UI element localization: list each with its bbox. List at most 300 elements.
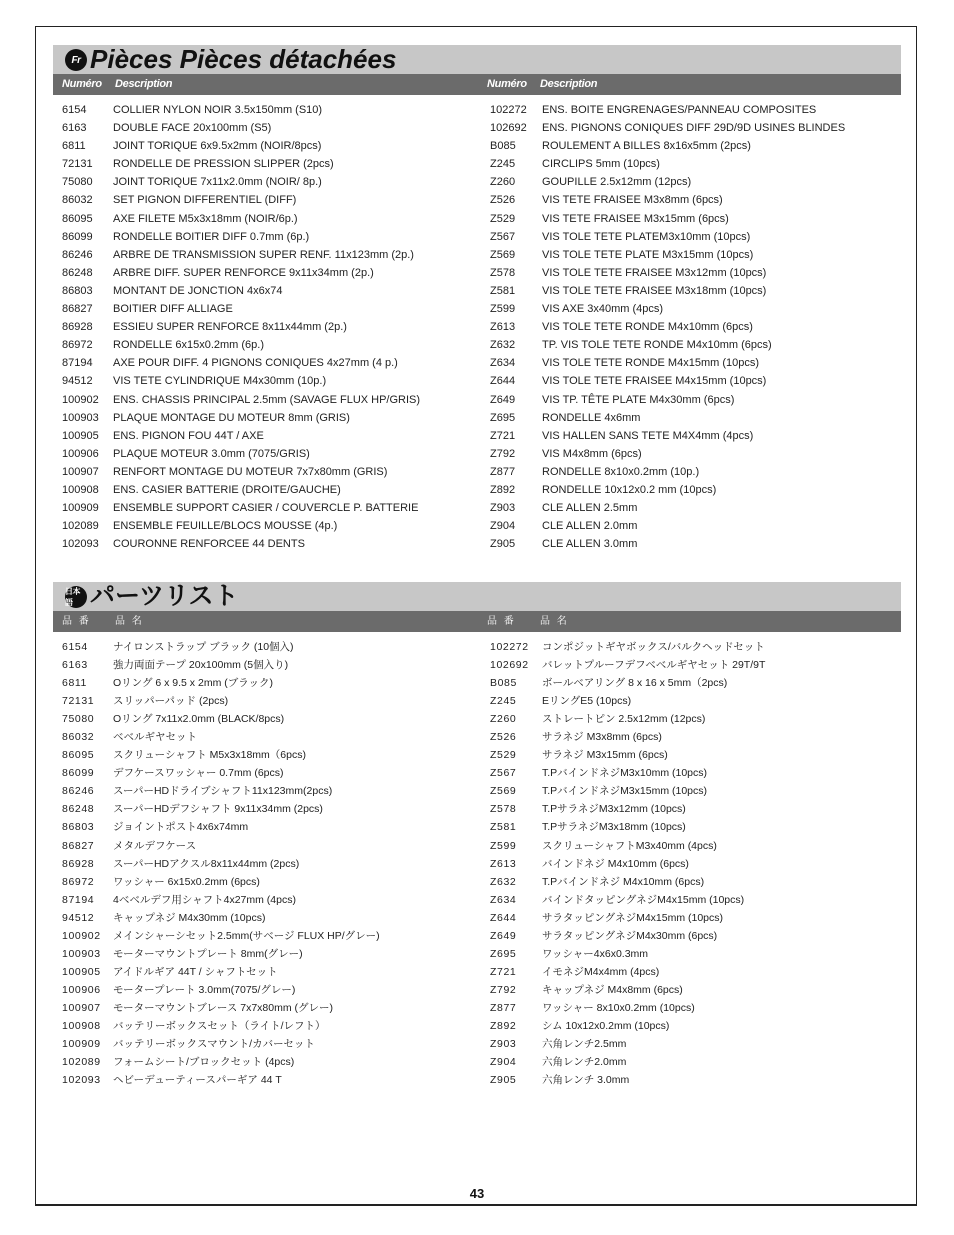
part-number: Z581 bbox=[490, 821, 517, 834]
part-description: スーパーHDドライブシャフト11x123mm(2pcs) bbox=[113, 785, 333, 798]
table-row bbox=[53, 155, 473, 173]
table-row bbox=[53, 137, 473, 155]
part-description: VIS HALLEN SANS TETE M4X4mm (4pcs) bbox=[542, 429, 754, 442]
japanese-language-badge: 日本語 bbox=[65, 586, 87, 608]
part-description: COURONNE RENFORCEE 44 DENTS bbox=[113, 538, 305, 551]
part-number: 102272 bbox=[490, 641, 529, 653]
part-description: COLLIER NYLON NOIR 3.5x150mm (S10) bbox=[113, 104, 323, 116]
table-row bbox=[53, 656, 473, 674]
table-row bbox=[53, 445, 473, 463]
part-number: 100909 bbox=[62, 1038, 101, 1051]
part-description: CLE ALLEN 2.5mm bbox=[542, 502, 638, 515]
table-row bbox=[53, 963, 473, 981]
part-number: Z526 bbox=[490, 731, 517, 744]
table-row bbox=[53, 300, 473, 318]
part-description: VIS TETE FRAISEE M3x15mm (6pcs) bbox=[542, 212, 729, 225]
part-number: 102692 bbox=[490, 122, 527, 135]
part-description: アイドルギア 44T / シャフトセット bbox=[113, 965, 278, 978]
part-description: GOUPILLE 2.5x12mm (12pcs) bbox=[542, 176, 692, 189]
part-number: Z581 bbox=[490, 284, 516, 297]
table-row bbox=[481, 264, 901, 282]
part-description: 六角レンチ2.0mm bbox=[542, 1056, 627, 1069]
part-description: キャップネジ M4x8mm (6pcs) bbox=[542, 983, 683, 996]
part-description: ENS. BOITE ENGRENAGES/PANNEAU COMPOSITES bbox=[542, 104, 817, 116]
japanese-title-bar bbox=[53, 582, 901, 611]
part-number: Z903 bbox=[490, 502, 516, 515]
table-row bbox=[53, 1071, 473, 1089]
french-parts-left-column bbox=[53, 101, 473, 553]
table-row bbox=[53, 246, 473, 264]
table-row bbox=[481, 837, 901, 855]
table-row bbox=[53, 427, 473, 445]
table-row bbox=[53, 728, 473, 746]
part-number: 6811 bbox=[62, 140, 86, 153]
part-description: CIRCLIPS 5mm (10pcs) bbox=[542, 158, 660, 171]
part-number: 75080 bbox=[62, 713, 95, 726]
part-number: 86928 bbox=[62, 857, 95, 870]
part-number: 87194 bbox=[62, 357, 93, 370]
table-row bbox=[53, 499, 473, 517]
part-number: 86095 bbox=[62, 749, 95, 762]
part-description: EリングE5 (10pcs) bbox=[542, 695, 632, 708]
table-row bbox=[53, 354, 473, 372]
part-number: 100903 bbox=[62, 411, 99, 424]
part-description: JOINT TORIQUE 6x9.5x2mm (NOIR/8pcs) bbox=[113, 140, 322, 153]
part-number: 100907 bbox=[62, 1001, 101, 1014]
part-number: Z260 bbox=[490, 176, 516, 189]
part-number: Z632 bbox=[490, 339, 516, 352]
part-number: 100903 bbox=[62, 947, 101, 960]
table-row bbox=[53, 282, 473, 300]
part-description: ナイロンストラップ ブラック (10個入) bbox=[113, 641, 294, 653]
part-number: 86246 bbox=[62, 785, 95, 798]
table-row bbox=[481, 800, 901, 818]
part-number: 86248 bbox=[62, 803, 95, 816]
french-header-num-right: Numéro bbox=[487, 78, 527, 90]
part-description: ワッシャー 8x10x0.2mm (10pcs) bbox=[542, 1001, 695, 1014]
table-row bbox=[481, 445, 901, 463]
part-description: VIS TP. TÊTE PLATE M4x30mm (6pcs) bbox=[542, 393, 735, 406]
part-description: サラネジ M3x15mm (6pcs) bbox=[542, 749, 668, 762]
part-number: Z634 bbox=[490, 893, 517, 906]
part-number: 87194 bbox=[62, 893, 95, 906]
table-row bbox=[53, 873, 473, 891]
part-description: バレットプルーフデフベベルギヤセット 29T/9T bbox=[542, 659, 766, 672]
part-description: スクリューシャフトM3x40mm (4pcs) bbox=[542, 839, 717, 852]
table-row bbox=[53, 927, 473, 945]
part-description: バインドネジ M4x10mm (6pcs) bbox=[542, 857, 689, 870]
part-number: 6154 bbox=[62, 641, 88, 653]
french-parts-right-column bbox=[481, 101, 901, 553]
part-description: MONTANT DE JONCTION 4x6x74 bbox=[113, 284, 283, 297]
table-row bbox=[481, 481, 901, 499]
part-description: T.PバインドネジM3x10mm (10pcs) bbox=[542, 767, 708, 780]
table-row bbox=[53, 981, 473, 999]
table-row bbox=[53, 318, 473, 336]
page-number: 43 bbox=[469, 1186, 485, 1201]
table-row bbox=[53, 746, 473, 764]
part-number: 86803 bbox=[62, 821, 95, 834]
table-row bbox=[481, 674, 901, 692]
part-number: 100905 bbox=[62, 429, 99, 442]
french-header-desc-left: Description bbox=[115, 78, 173, 90]
part-number: Z567 bbox=[490, 230, 516, 243]
part-description: メタルデフケース bbox=[113, 839, 197, 852]
part-number: 86099 bbox=[62, 767, 95, 780]
table-row bbox=[53, 336, 473, 354]
table-row bbox=[481, 282, 901, 300]
part-description: イモネジM4x4mm (4pcs) bbox=[542, 965, 660, 978]
part-number: 86032 bbox=[62, 731, 95, 744]
part-number: Z877 bbox=[490, 465, 516, 478]
part-number: Z260 bbox=[490, 713, 517, 726]
table-row bbox=[481, 173, 901, 191]
table-row bbox=[481, 318, 901, 336]
part-description: T.PサラネジM3x12mm (10pcs) bbox=[542, 803, 686, 816]
table-row bbox=[481, 692, 901, 710]
part-description: スーパーHDアクスル8x11x44mm (2pcs) bbox=[113, 857, 300, 870]
part-number: 86248 bbox=[62, 266, 93, 279]
part-number: 75080 bbox=[62, 176, 93, 189]
table-row bbox=[481, 372, 901, 390]
japanese-parts-left-column bbox=[53, 638, 473, 1089]
part-number: 102089 bbox=[62, 1056, 101, 1069]
table-row bbox=[481, 535, 901, 553]
part-number: Z613 bbox=[490, 321, 516, 334]
part-number: 100902 bbox=[62, 393, 99, 406]
part-number: 102093 bbox=[62, 1074, 101, 1087]
japanese-header-desc-right: 品 名 bbox=[540, 616, 569, 627]
part-description: VIS M4x8mm (6pcs) bbox=[542, 447, 642, 460]
table-row bbox=[481, 999, 901, 1017]
japanese-header-num-left: 品 番 bbox=[62, 616, 91, 627]
part-number: Z877 bbox=[490, 1001, 517, 1014]
table-row bbox=[53, 391, 473, 409]
part-number: 86803 bbox=[62, 284, 93, 297]
table-row bbox=[481, 517, 901, 535]
table-row bbox=[53, 119, 473, 137]
table-row bbox=[481, 855, 901, 873]
part-number: Z905 bbox=[490, 1074, 517, 1087]
table-row bbox=[53, 535, 473, 553]
table-row bbox=[481, 945, 901, 963]
part-description: 六角レンチ2.5mm bbox=[542, 1038, 627, 1051]
part-number: Z578 bbox=[490, 803, 517, 816]
table-row bbox=[481, 963, 901, 981]
part-number: Z905 bbox=[490, 538, 516, 551]
part-description: サラタッピングネジM4x15mm (10pcs) bbox=[542, 911, 724, 924]
table-row bbox=[481, 981, 901, 999]
part-description: VIS TOLE TETE PLATEM3x10mm (10pcs) bbox=[542, 230, 751, 243]
part-description: スリッパーパッド (2pcs) bbox=[113, 695, 229, 708]
part-description: モータープレート 3.0mm(7075/グレー) bbox=[113, 983, 296, 996]
part-description: モーターマウントプレート 8mm(グレー) bbox=[113, 947, 303, 960]
table-row bbox=[53, 764, 473, 782]
part-description: メインシャーシセット2.5mm(サベージ FLUX HP/グレー) bbox=[113, 929, 380, 942]
table-row bbox=[481, 336, 901, 354]
part-description: TP. VIS TOLE TETE RONDE M4x10mm (6pcs) bbox=[542, 339, 772, 352]
part-description: ESSIEU SUPER RENFORCE 8x11x44mm (2p.) bbox=[113, 321, 347, 334]
part-number: Z792 bbox=[490, 983, 517, 996]
part-description: Oリング 6 x 9.5 x 2mm (ブラック) bbox=[113, 677, 274, 690]
table-row bbox=[481, 228, 901, 246]
part-number: Z644 bbox=[490, 911, 517, 924]
japanese-header-desc-left: 品 名 bbox=[115, 616, 144, 627]
table-row bbox=[481, 746, 901, 764]
part-description: T.PバインドネジM3x15mm (10pcs) bbox=[542, 785, 708, 798]
part-description: シム 10x12x0.2mm (10pcs) bbox=[542, 1019, 670, 1032]
part-number: Z903 bbox=[490, 1038, 517, 1051]
part-description: ENSEMBLE SUPPORT CASIER / COUVERCLE P. BATTERIE bbox=[113, 502, 419, 515]
french-header-num-left: Numéro bbox=[62, 78, 102, 90]
part-description: RONDELLE 8x10x0.2mm (10p.) bbox=[542, 465, 700, 478]
french-parts-section bbox=[53, 44, 901, 551]
part-number: 100907 bbox=[62, 465, 99, 478]
part-number: Z649 bbox=[490, 929, 517, 942]
table-row bbox=[481, 409, 901, 427]
part-description: VIS TOLE TETE RONDE M4x10mm (6pcs) bbox=[542, 321, 753, 334]
part-number: 102692 bbox=[490, 659, 529, 672]
table-row bbox=[53, 999, 473, 1017]
table-row bbox=[53, 837, 473, 855]
table-row bbox=[53, 481, 473, 499]
part-description: RONDELLE BOITIER DIFF 0.7mm (6p.) bbox=[113, 230, 310, 243]
part-number: Z569 bbox=[490, 785, 517, 798]
table-row bbox=[481, 463, 901, 481]
part-description: VIS AXE 3x40mm (4pcs) bbox=[542, 303, 664, 316]
part-number: 86246 bbox=[62, 248, 93, 261]
part-description: スクリューシャフト M5x3x18mm（6pcs) bbox=[113, 749, 306, 762]
table-row bbox=[481, 782, 901, 800]
french-header-desc-right: Description bbox=[540, 78, 598, 90]
part-number: 6811 bbox=[62, 677, 87, 690]
part-number: 102093 bbox=[62, 538, 99, 551]
part-number: Z721 bbox=[490, 429, 516, 442]
table-row bbox=[53, 191, 473, 209]
part-number: 86095 bbox=[62, 212, 93, 225]
table-row bbox=[53, 372, 473, 390]
part-description: Oリング 7x11x2.0mm (BLACK/8pcs) bbox=[113, 713, 285, 726]
table-row bbox=[53, 909, 473, 927]
part-number: 102272 bbox=[490, 104, 527, 116]
part-number: Z245 bbox=[490, 695, 517, 708]
part-number: 94512 bbox=[62, 375, 93, 388]
french-section-title: Pièces Pièces détachées bbox=[90, 44, 397, 74]
table-row bbox=[53, 409, 473, 427]
table-row bbox=[481, 210, 901, 228]
table-row bbox=[53, 945, 473, 963]
part-description: バッテリーボックスセット（ライト/レフト） bbox=[113, 1019, 326, 1032]
part-description: RONDELLE DE PRESSION SLIPPER (2pcs) bbox=[113, 158, 334, 171]
part-description: CLE ALLEN 2.0mm bbox=[542, 520, 638, 533]
table-row bbox=[481, 1017, 901, 1035]
table-row bbox=[481, 300, 901, 318]
table-row bbox=[481, 891, 901, 909]
part-description: VIS TOLE TETE PLATE M3x15mm (10pcs) bbox=[542, 248, 754, 261]
part-description: ROULEMENT A BILLES 8x16x5mm (2pcs) bbox=[542, 140, 751, 153]
part-number: 6163 bbox=[62, 122, 87, 135]
table-row bbox=[53, 710, 473, 728]
part-description: VIS TOLE TETE FRAISEE M3x12mm (10pcs) bbox=[542, 266, 767, 279]
part-number: 100906 bbox=[62, 447, 99, 460]
part-description: サラネジ M3x8mm (6pcs) bbox=[542, 731, 662, 744]
part-number: 86032 bbox=[62, 194, 93, 207]
french-title-bar bbox=[53, 45, 901, 74]
part-description: JOINT TORIQUE 7x11x2.0mm (NOIR/ 8p.) bbox=[113, 176, 322, 189]
part-number: 100902 bbox=[62, 929, 101, 942]
part-description: PLAQUE MONTAGE DU MOTEUR 8mm (GRIS) bbox=[113, 411, 350, 424]
part-number: Z599 bbox=[490, 303, 516, 316]
part-number: Z904 bbox=[490, 520, 516, 533]
part-number: Z632 bbox=[490, 875, 517, 888]
table-row bbox=[481, 909, 901, 927]
part-number: Z245 bbox=[490, 158, 516, 171]
table-row bbox=[481, 873, 901, 891]
part-number: B085 bbox=[490, 140, 516, 153]
part-description: 六角レンチ 3.0mm bbox=[542, 1074, 630, 1087]
part-number: Z904 bbox=[490, 1056, 517, 1069]
part-description: AXE POUR DIFF. 4 PIGNONS CONIQUES 4x27mm (4 p.) bbox=[113, 357, 398, 370]
part-number: Z526 bbox=[490, 194, 516, 207]
table-row bbox=[481, 391, 901, 409]
part-description: ARBRE DIFF. SUPER RENFORCE 9x11x34mm (2p.) bbox=[113, 266, 374, 279]
part-description: 強力両面テープ 20x100mm (5個入り) bbox=[113, 659, 289, 672]
japanese-parts-section bbox=[53, 582, 901, 1087]
table-row bbox=[481, 818, 901, 836]
table-row bbox=[53, 638, 473, 656]
part-number: 100909 bbox=[62, 502, 99, 515]
japanese-section-title: パーツリスト bbox=[90, 582, 239, 610]
part-number: Z529 bbox=[490, 212, 516, 225]
table-row bbox=[481, 764, 901, 782]
table-row bbox=[53, 228, 473, 246]
part-description: ENSEMBLE FEUILLE/BLOCS MOUSSE (4p.) bbox=[113, 520, 338, 533]
part-description: ジョイントポスト4x6x74mm bbox=[113, 821, 249, 834]
french-language-badge: Fr bbox=[65, 49, 87, 71]
part-number: 86827 bbox=[62, 839, 95, 852]
part-description: VIS TOLE TETE RONDE M4x15mm (10pcs) bbox=[542, 357, 760, 370]
part-number: 100908 bbox=[62, 483, 99, 496]
table-row bbox=[481, 1071, 901, 1089]
part-description: ENS. PIGNON FOU 44T / AXE bbox=[113, 429, 264, 442]
part-description: ワッシャー4x6x0.3mm bbox=[542, 947, 649, 960]
japanese-parts-right-column bbox=[481, 638, 901, 1089]
table-row bbox=[53, 517, 473, 535]
part-number: 100908 bbox=[62, 1019, 101, 1032]
part-description: ボールベアリング 8 x 16 x 5mm（2pcs) bbox=[542, 677, 728, 690]
part-number: Z644 bbox=[490, 375, 516, 388]
table-row bbox=[53, 891, 473, 909]
part-description: ワッシャー 6x15x0.2mm (6pcs) bbox=[113, 875, 260, 888]
table-row bbox=[53, 1035, 473, 1053]
part-description: DOUBLE FACE 20x100mm (S5) bbox=[113, 122, 272, 135]
table-row bbox=[53, 1053, 473, 1071]
part-number: Z649 bbox=[490, 393, 516, 406]
part-description: バッテリーボックスマウント/カバーセット bbox=[113, 1038, 315, 1051]
part-description: モーターマウントブレース 7x7x80mm (グレー) bbox=[113, 1001, 333, 1014]
table-row bbox=[481, 155, 901, 173]
part-description: 4ベベルデフ用シャフト4x27mm (4pcs) bbox=[113, 893, 296, 906]
table-row bbox=[481, 246, 901, 264]
french-table-header bbox=[53, 74, 901, 95]
part-description: キャップネジ M4x30mm (10pcs) bbox=[113, 911, 266, 924]
part-description: RONDELLE 10x12x0.2 mm (10pcs) bbox=[542, 483, 717, 496]
part-description: PLAQUE MOTEUR 3.0mm (7075/GRIS) bbox=[113, 447, 310, 460]
part-description: CLE ALLEN 3.0mm bbox=[542, 538, 638, 551]
part-number: 72131 bbox=[62, 695, 95, 708]
japanese-header-num-right: 品 番 bbox=[487, 616, 516, 627]
part-description: VIS TOLE TETE FRAISEE M4x15mm (10pcs) bbox=[542, 375, 767, 388]
table-row bbox=[53, 173, 473, 191]
part-description: ベベルギヤセット bbox=[113, 731, 197, 744]
part-description: ヘビーデューティースパーギア 44 T bbox=[113, 1074, 282, 1087]
part-description: ENS. CASIER BATTERIE (DROITE/GAUCHE) bbox=[113, 483, 341, 496]
part-number: Z599 bbox=[490, 839, 517, 852]
part-number: 6163 bbox=[62, 659, 88, 672]
table-row bbox=[53, 674, 473, 692]
part-number: Z695 bbox=[490, 947, 517, 960]
part-number: Z578 bbox=[490, 266, 516, 279]
part-number: 86099 bbox=[62, 230, 93, 243]
table-row bbox=[53, 463, 473, 481]
part-description: AXE FILETE M5x3x18mm (NOIR/6p.) bbox=[113, 212, 298, 225]
part-description: RONDELLE 6x15x0.2mm (6p.) bbox=[113, 339, 264, 352]
table-row bbox=[481, 101, 901, 119]
part-description: RENFORT MONTAGE DU MOTEUR 7x7x80mm (GRIS) bbox=[113, 465, 388, 478]
part-number: 100905 bbox=[62, 965, 101, 978]
part-number: Z892 bbox=[490, 483, 516, 496]
part-description: サラタッピングネジM4x30mm (6pcs) bbox=[542, 929, 718, 942]
part-number: Z634 bbox=[490, 357, 516, 370]
part-description: フォームシート/ブロックセット (4pcs) bbox=[113, 1056, 295, 1069]
part-number: Z529 bbox=[490, 749, 517, 762]
table-row bbox=[481, 656, 901, 674]
part-number: 86972 bbox=[62, 875, 95, 888]
table-row bbox=[481, 191, 901, 209]
part-description: T.PサラネジM3x18mm (10pcs) bbox=[542, 821, 686, 834]
part-number: Z892 bbox=[490, 1019, 517, 1032]
part-number: Z613 bbox=[490, 857, 517, 870]
table-row bbox=[53, 264, 473, 282]
part-description: ENS. PIGNONS CONIQUES DIFF 29D/9D USINES BLINDES bbox=[542, 122, 846, 135]
part-description: RONDELLE 4x6mm bbox=[542, 411, 641, 424]
table-row bbox=[53, 101, 473, 119]
table-row bbox=[53, 800, 473, 818]
part-description: ARBRE DE TRANSMISSION SUPER RENF. 11x123mm (2p.) bbox=[113, 248, 414, 261]
part-number: 86972 bbox=[62, 339, 93, 352]
part-description: ENS. CHASSIS PRINCIPAL 2.5mm (SAVAGE FLUX HP/GRIS) bbox=[113, 393, 421, 406]
part-number: 72131 bbox=[62, 158, 93, 171]
table-row bbox=[481, 710, 901, 728]
table-row bbox=[481, 927, 901, 945]
part-number: 86827 bbox=[62, 303, 93, 316]
japanese-table-header bbox=[53, 611, 901, 632]
part-number: Z721 bbox=[490, 965, 517, 978]
table-row bbox=[53, 855, 473, 873]
table-row bbox=[53, 210, 473, 228]
table-row bbox=[481, 137, 901, 155]
table-row bbox=[53, 782, 473, 800]
part-description: バインドタッピングネジM4x15mm (10pcs) bbox=[542, 893, 745, 906]
part-number: 102089 bbox=[62, 520, 99, 533]
table-row bbox=[53, 692, 473, 710]
table-row bbox=[481, 427, 901, 445]
part-number: Z569 bbox=[490, 248, 516, 261]
part-number: Z695 bbox=[490, 411, 516, 424]
part-description: VIS TETE FRAISEE M3x8mm (6pcs) bbox=[542, 194, 723, 207]
table-row bbox=[481, 1053, 901, 1071]
table-row bbox=[53, 818, 473, 836]
